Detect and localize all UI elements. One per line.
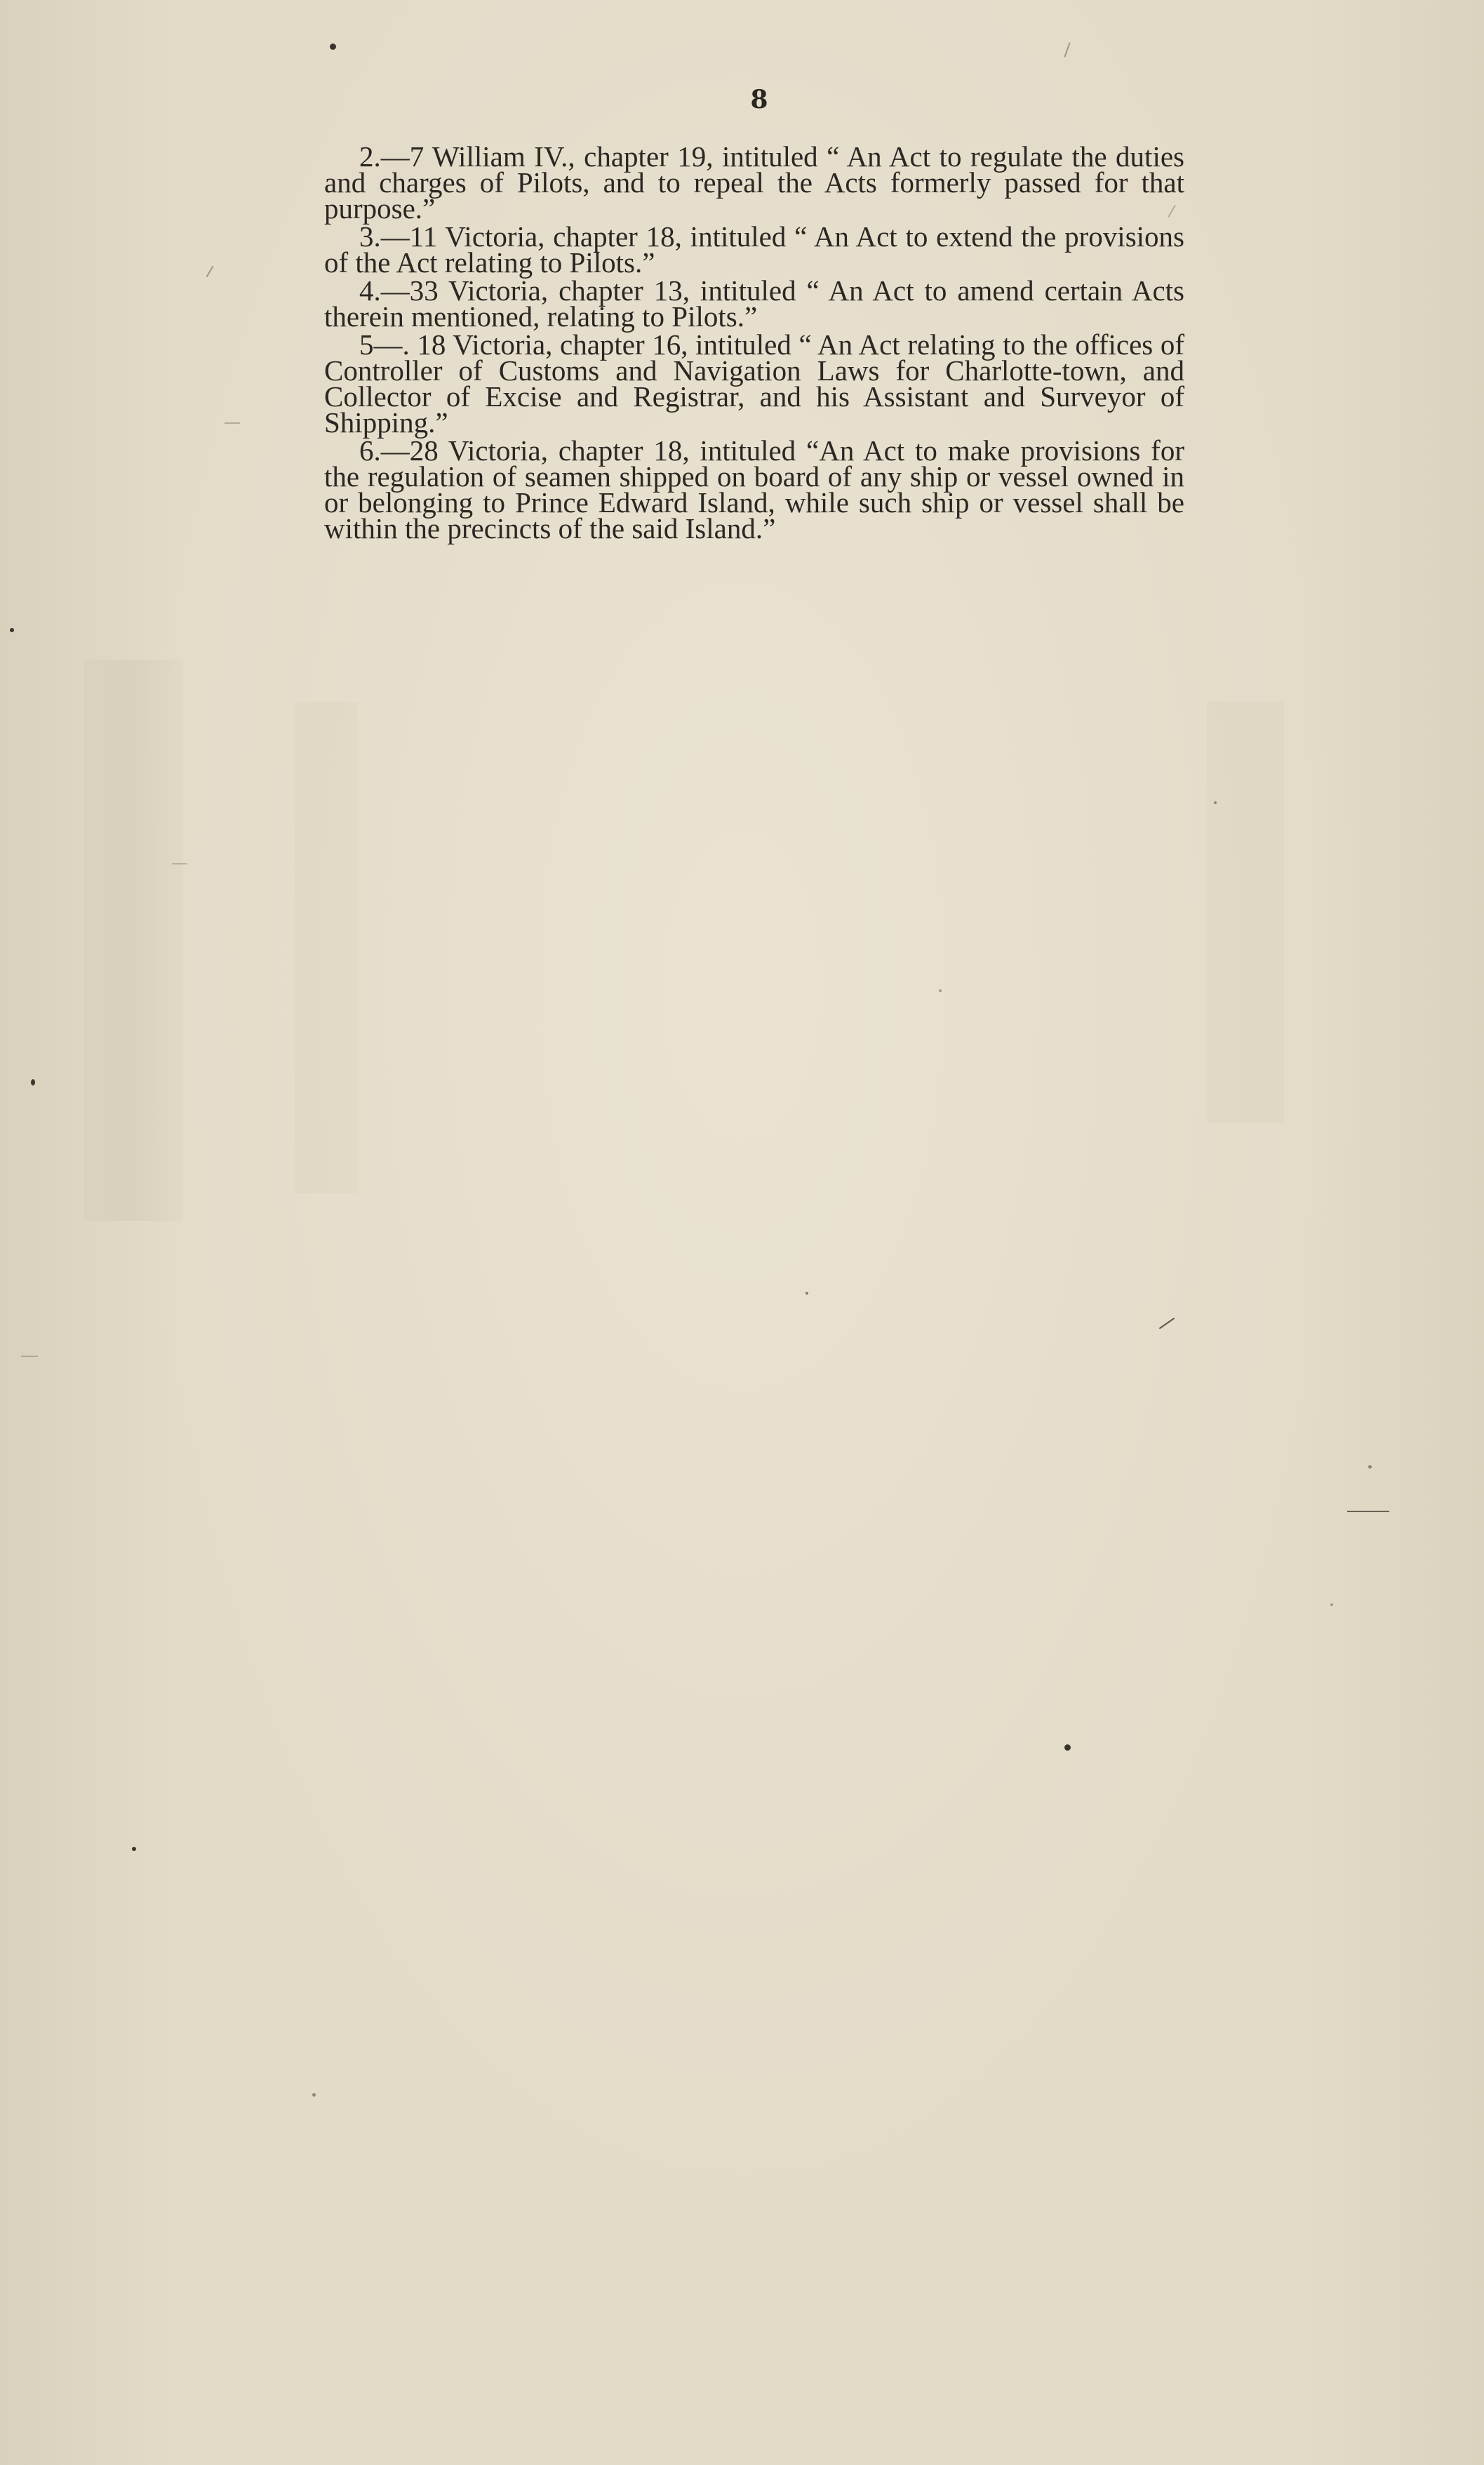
show-through-column xyxy=(1207,702,1284,1123)
paragraph-5: 6.—28 Victoria, chapter 18, intituled “An Act to make provisions for the regulation of seamen shipped on board of any ship or vessel owned in or belonging to Prince Edward Island, while such ship or vessel shall be within the precincts of the said Island.” xyxy=(324,434,1184,545)
paper-speck xyxy=(31,1079,35,1085)
paper-mark xyxy=(1347,1511,1389,1512)
paper-speck xyxy=(1214,801,1217,804)
paper-mark xyxy=(1159,1318,1175,1330)
paper-speck xyxy=(1368,1465,1372,1469)
text-body xyxy=(324,140,1184,545)
paragraph-3: 4.—33 Victoria, chapter 13, intituled “ An Act to amend certain Acts therein mentioned, relating to Pilots.” xyxy=(324,274,1184,333)
paper-speck xyxy=(10,628,14,632)
show-through-column xyxy=(84,660,182,1221)
paper-speck xyxy=(330,44,336,50)
paper-mark xyxy=(206,266,214,278)
page-number: 8 xyxy=(750,85,768,114)
paper-speck xyxy=(1064,1744,1071,1751)
paper-mark xyxy=(21,1356,38,1357)
paper-mark xyxy=(225,422,240,424)
paragraph-4: 5—. 18 Victoria, chapter 16, intituled “ An Act relating to the offices of Controller of Customs and Navigation Laws for Charlotte-town, and Collector of Excise and Registrar, and his Assistant and Surveyor of Shipping.” xyxy=(324,328,1184,439)
paper-speck xyxy=(1330,1603,1333,1606)
paragraph-2: 3.—11 Victoria, chapter 18, intituled “ An Act to extend the provisions of the Act relating to Pilots.” xyxy=(324,220,1184,279)
paper-speck xyxy=(312,2093,316,2097)
paper-mark xyxy=(172,863,187,864)
paragraph-1: 2.—7 William IV., chapter 19, intituled “ An Act to regulate the duties and charges of Pilots, and to repeal the Acts formerly passed for that purpose.” xyxy=(324,140,1184,225)
paper-speck xyxy=(939,989,942,992)
show-through-column xyxy=(295,702,358,1193)
paper-speck xyxy=(805,1292,808,1295)
paper-mark xyxy=(1064,42,1070,57)
paper-speck xyxy=(132,1847,136,1851)
